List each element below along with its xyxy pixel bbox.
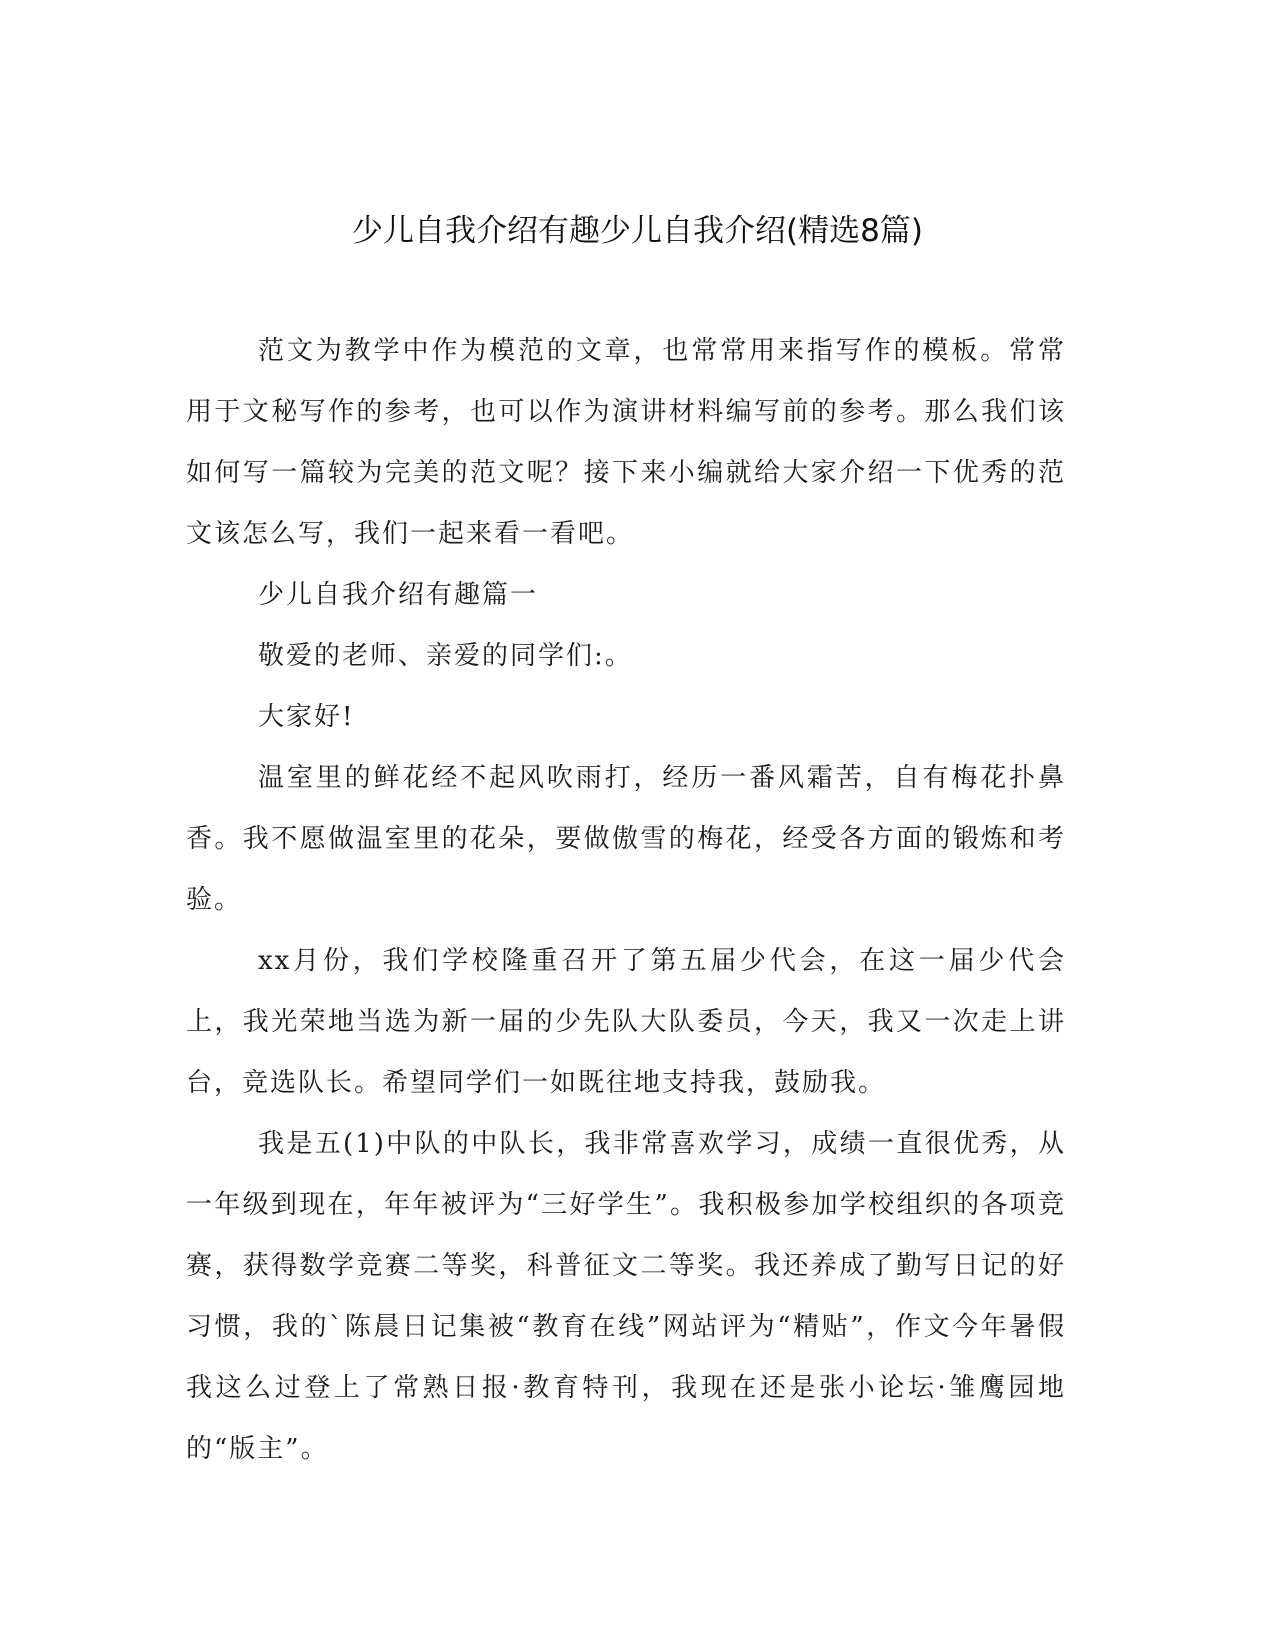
body-paragraph: xx月份，我们学校隆重召开了第五届少代会，在这一届少代会上，我光荣地当选为新一届的少先队大队委员，今天，我又一次走上讲台，竞选队长。希望同学们一如既往地支持我，鼓励我。 (186, 946, 1066, 1098)
section-heading: 少儿自我介绍有趣篇一 (258, 580, 539, 610)
intro-paragraph: 范文为教学中作为模范的文章，也常常用来指写作的模板。常常用于文秘写作的参考，也可以作为演讲材料编写前的参考。那么我们该如何写一篇较为完美的范文呢？接下来小编就给大家介绍一下优秀的范文该怎么写，我们一起来看一看吧。 (186, 336, 1066, 549)
document-title: 少儿自我介绍有趣少儿自我介绍(精选8篇) (352, 213, 923, 249)
body-paragraph: 我是五(1)中队的中队长，我非常喜欢学习，成绩一直很优秀，从一年级到现在，年年被评为“三好学生”。我积极参加学校组织的各项竞赛，获得数学竞赛二等奖，科普征文二等奖。我还养成了勤写日记的好习惯，我的`陈晨日记集被“教育在线”网站评为“精贴”，作文今年暑假我这么过登上了常熟日报·教育特刊，我现在还是张小论坛·雏鹰园地的“版主”。 (186, 1129, 1066, 1464)
greeting: 大家好! (258, 702, 355, 732)
document-body (186, 321, 1066, 1480)
salutation: 敬爱的老师、亲爱的同学们:。 (258, 641, 633, 671)
body-paragraph: 温室里的鲜花经不起风吹雨打，经历一番风霜苦，自有梅花扑鼻香。我不愿做温室里的花朵，要做傲雪的梅花，经受各方面的锻炼和考验。 (186, 763, 1066, 915)
